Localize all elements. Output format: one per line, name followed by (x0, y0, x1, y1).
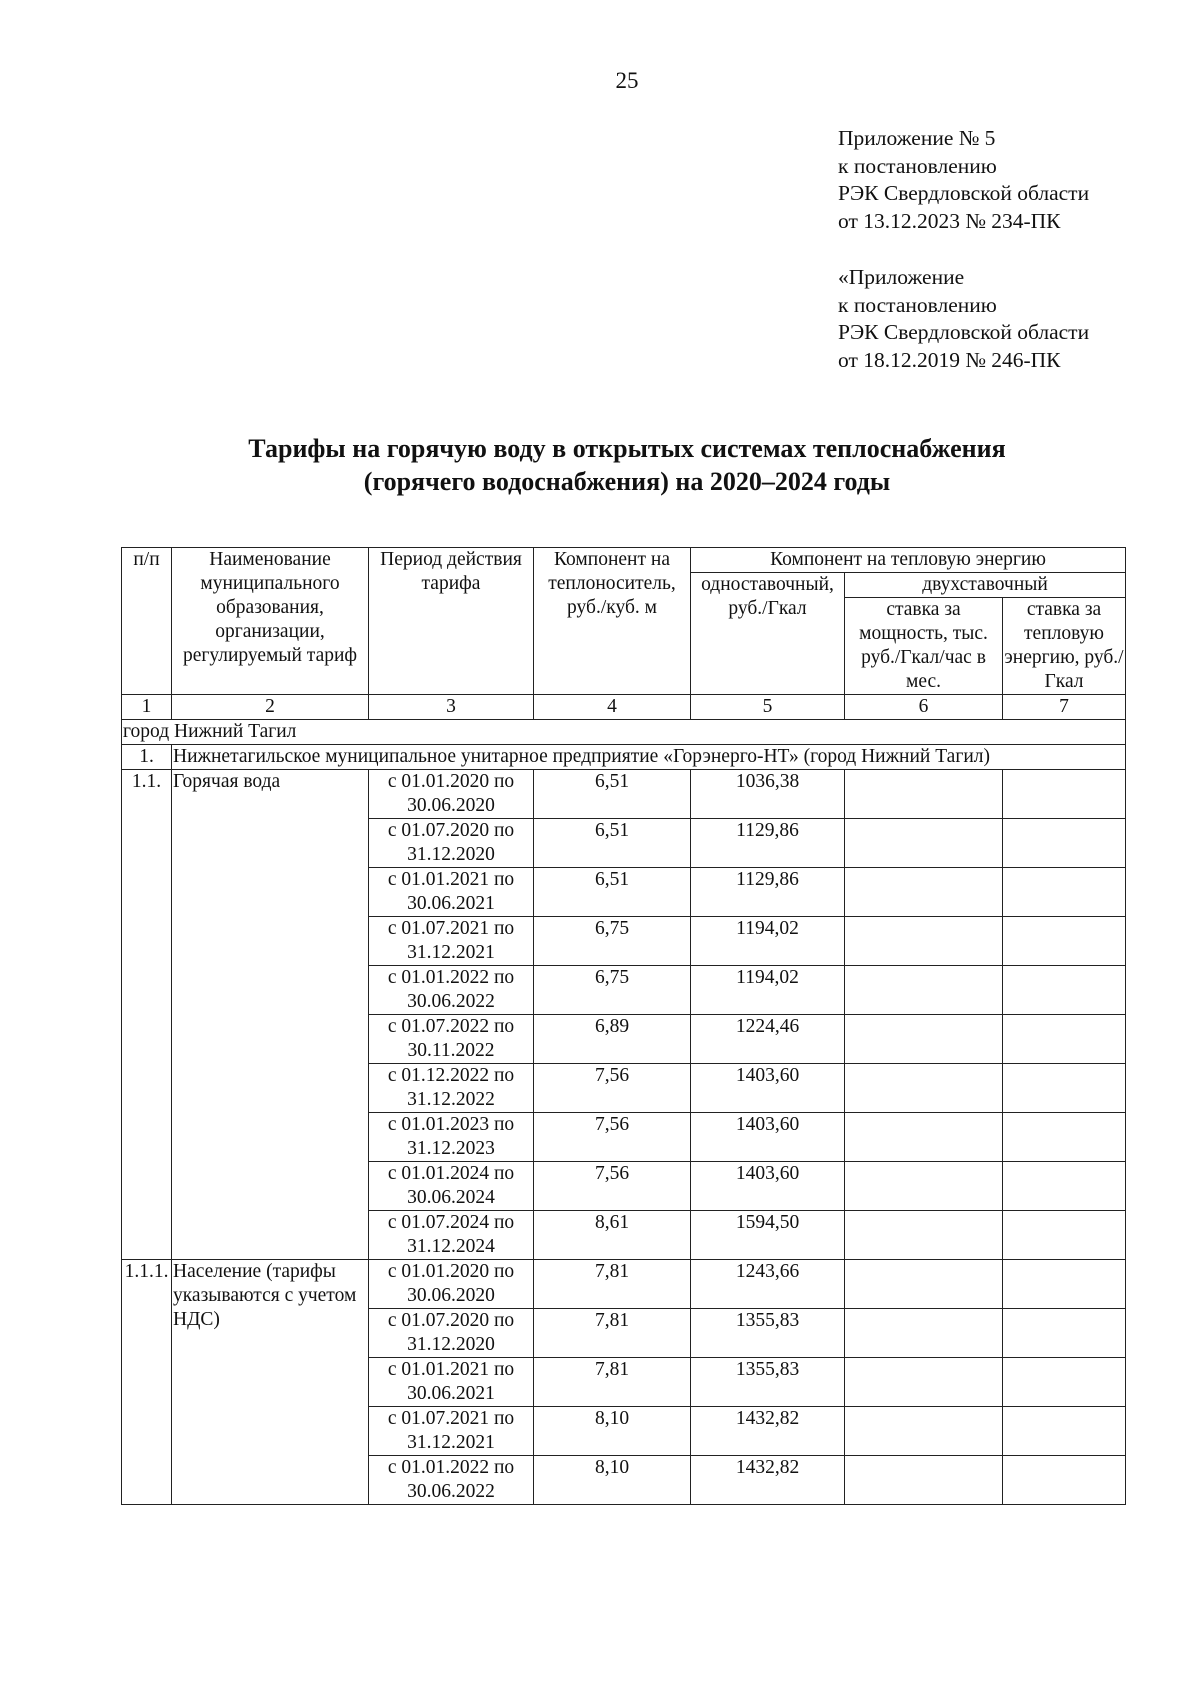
period-cell: с 01.01.2022 по 30.06.2022 (369, 966, 534, 1015)
period-cell: с 01.01.2021 по 30.06.2021 (369, 1358, 534, 1407)
table-row (122, 770, 1126, 819)
period-cell: с 01.01.2022 по 30.06.2022 (369, 1456, 534, 1505)
header-name: Наименование муниципального образования, организации, регулируемый тариф (172, 548, 369, 695)
energy-rate-cell (1003, 770, 1126, 819)
group-name: Горячая вода (172, 770, 369, 1260)
org-name: Нижнетагильское муниципальное унитарное предприятие «Горэнерго-НТ» (город Нижний Тагил) (172, 745, 1126, 770)
column-number: 3 (369, 695, 534, 720)
document-title (0, 432, 1200, 498)
group-num: 1.1. (122, 770, 172, 1260)
carrier-cell: 8,10 (534, 1407, 691, 1456)
energy-rate-cell (1003, 1113, 1126, 1162)
carrier-cell: 7,56 (534, 1064, 691, 1113)
carrier-cell: 7,81 (534, 1358, 691, 1407)
carrier-cell: 6,75 (534, 917, 691, 966)
appendix-reference-original (838, 264, 1089, 374)
energy-rate-cell (1003, 1064, 1126, 1113)
carrier-cell: 6,75 (534, 966, 691, 1015)
header-single-rate: одноставочный, руб./Гкал (691, 573, 845, 695)
appendix-line: к постановлению (838, 153, 997, 178)
column-number: 2 (172, 695, 369, 720)
capacity-cell (845, 770, 1003, 819)
column-number: 7 (1003, 695, 1126, 720)
period-cell: с 01.01.2023 по 31.12.2023 (369, 1113, 534, 1162)
carrier-cell: 6,51 (534, 819, 691, 868)
single-rate-cell: 1432,82 (691, 1407, 845, 1456)
header-energy-group: Компонент на тепловую энергию (691, 548, 1126, 573)
energy-rate-cell (1003, 966, 1126, 1015)
carrier-cell: 6,51 (534, 770, 691, 819)
header-carrier: Компонент на теплоноситель, руб./куб. м (534, 548, 691, 695)
appendix-line: от 18.12.2019 № 246-ПК (838, 347, 1061, 372)
capacity-cell (845, 1309, 1003, 1358)
capacity-cell (845, 1407, 1003, 1456)
period-cell: с 01.01.2021 по 30.06.2021 (369, 868, 534, 917)
capacity-cell (845, 1015, 1003, 1064)
energy-rate-cell (1003, 1015, 1126, 1064)
header-capacity-rate: ставка за мощность, тыс. руб./Гкал/час в мес. (845, 598, 1003, 695)
org-num: 1. (122, 745, 172, 770)
capacity-cell (845, 819, 1003, 868)
energy-rate-cell (1003, 1211, 1126, 1260)
energy-rate-cell (1003, 917, 1126, 966)
appendix-line: Приложение № 5 (838, 126, 996, 150)
single-rate-cell: 1224,46 (691, 1015, 845, 1064)
appendix-line: к постановлению (838, 292, 997, 317)
capacity-cell (845, 1162, 1003, 1211)
energy-rate-cell (1003, 1407, 1126, 1456)
single-rate-cell: 1129,86 (691, 819, 845, 868)
capacity-cell (845, 1456, 1003, 1505)
single-rate-cell: 1403,60 (691, 1113, 845, 1162)
period-cell: с 01.01.2020 по 30.06.2020 (369, 770, 534, 819)
carrier-cell: 7,81 (534, 1309, 691, 1358)
carrier-cell: 8,10 (534, 1456, 691, 1505)
appendix-line: РЭК Свердловской области (838, 320, 1090, 344)
period-cell: с 01.07.2021 по 31.12.2021 (369, 1407, 534, 1456)
single-rate-cell: 1403,60 (691, 1064, 845, 1113)
single-rate-cell: 1403,60 (691, 1162, 845, 1211)
appendix-reference-current (838, 125, 1089, 235)
period-cell: с 01.12.2022 по 31.12.2022 (369, 1064, 534, 1113)
single-rate-cell: 1194,02 (691, 966, 845, 1015)
capacity-cell (845, 868, 1003, 917)
table-row (122, 1260, 1126, 1309)
carrier-cell: 6,51 (534, 868, 691, 917)
single-rate-cell: 1355,83 (691, 1358, 845, 1407)
single-rate-cell: 1594,50 (691, 1211, 845, 1260)
carrier-cell: 6,89 (534, 1015, 691, 1064)
period-cell: с 01.01.2024 по 30.06.2024 (369, 1162, 534, 1211)
header-two-rate: двухставочный (845, 573, 1126, 598)
energy-rate-cell (1003, 868, 1126, 917)
carrier-cell: 8,61 (534, 1211, 691, 1260)
tariff-table (121, 547, 1126, 1505)
page-number: 25 (615, 68, 639, 93)
capacity-cell (845, 1064, 1003, 1113)
period-cell: с 01.01.2020 по 30.06.2020 (369, 1260, 534, 1309)
single-rate-cell: 1432,82 (691, 1456, 845, 1505)
column-number: 5 (691, 695, 845, 720)
appendix-line: РЭК Свердловской области (838, 181, 1090, 205)
section-municipality: город Нижний Тагил (122, 720, 1126, 745)
single-rate-cell: 1036,38 (691, 770, 845, 819)
energy-rate-cell (1003, 1162, 1126, 1211)
capacity-cell (845, 1211, 1003, 1260)
group-num: 1.1.1. (122, 1260, 172, 1505)
capacity-cell (845, 1358, 1003, 1407)
column-number: 6 (845, 695, 1003, 720)
group-name: Население (тарифы указываются с учетом НДС) (172, 1260, 369, 1505)
energy-rate-cell (1003, 1358, 1126, 1407)
carrier-cell: 7,56 (534, 1162, 691, 1211)
carrier-cell: 7,56 (534, 1113, 691, 1162)
single-rate-cell: 1243,66 (691, 1260, 845, 1309)
carrier-cell: 7,81 (534, 1260, 691, 1309)
energy-rate-cell (1003, 819, 1126, 868)
capacity-cell (845, 1260, 1003, 1309)
capacity-cell (845, 917, 1003, 966)
period-cell: с 01.07.2021 по 31.12.2021 (369, 917, 534, 966)
capacity-cell (845, 966, 1003, 1015)
title-line: (горячего водоснабжения) на 2020–2024 годы (363, 467, 891, 496)
appendix-line: «Приложение (838, 265, 965, 289)
energy-rate-cell (1003, 1456, 1126, 1505)
appendix-line: от 13.12.2023 № 234-ПК (838, 208, 1061, 233)
single-rate-cell: 1129,86 (691, 868, 845, 917)
header-energy-rate: ставка за тепловую энергию, руб./Гкал (1003, 598, 1126, 695)
column-number: 4 (534, 695, 691, 720)
period-cell: с 01.07.2022 по 30.11.2022 (369, 1015, 534, 1064)
energy-rate-cell (1003, 1309, 1126, 1358)
column-number: 1 (122, 695, 172, 720)
header-period: Период действия тарифа (369, 548, 534, 695)
single-rate-cell: 1355,83 (691, 1309, 845, 1358)
capacity-cell (845, 1113, 1003, 1162)
period-cell: с 01.07.2024 по 31.12.2024 (369, 1211, 534, 1260)
period-cell: с 01.07.2020 по 31.12.2020 (369, 1309, 534, 1358)
header-num: п/п (122, 548, 172, 695)
energy-rate-cell (1003, 1260, 1126, 1309)
title-line: Тарифы на горячую воду в открытых системах теплоснабжения (248, 434, 1006, 463)
period-cell: с 01.07.2020 по 31.12.2020 (369, 819, 534, 868)
single-rate-cell: 1194,02 (691, 917, 845, 966)
